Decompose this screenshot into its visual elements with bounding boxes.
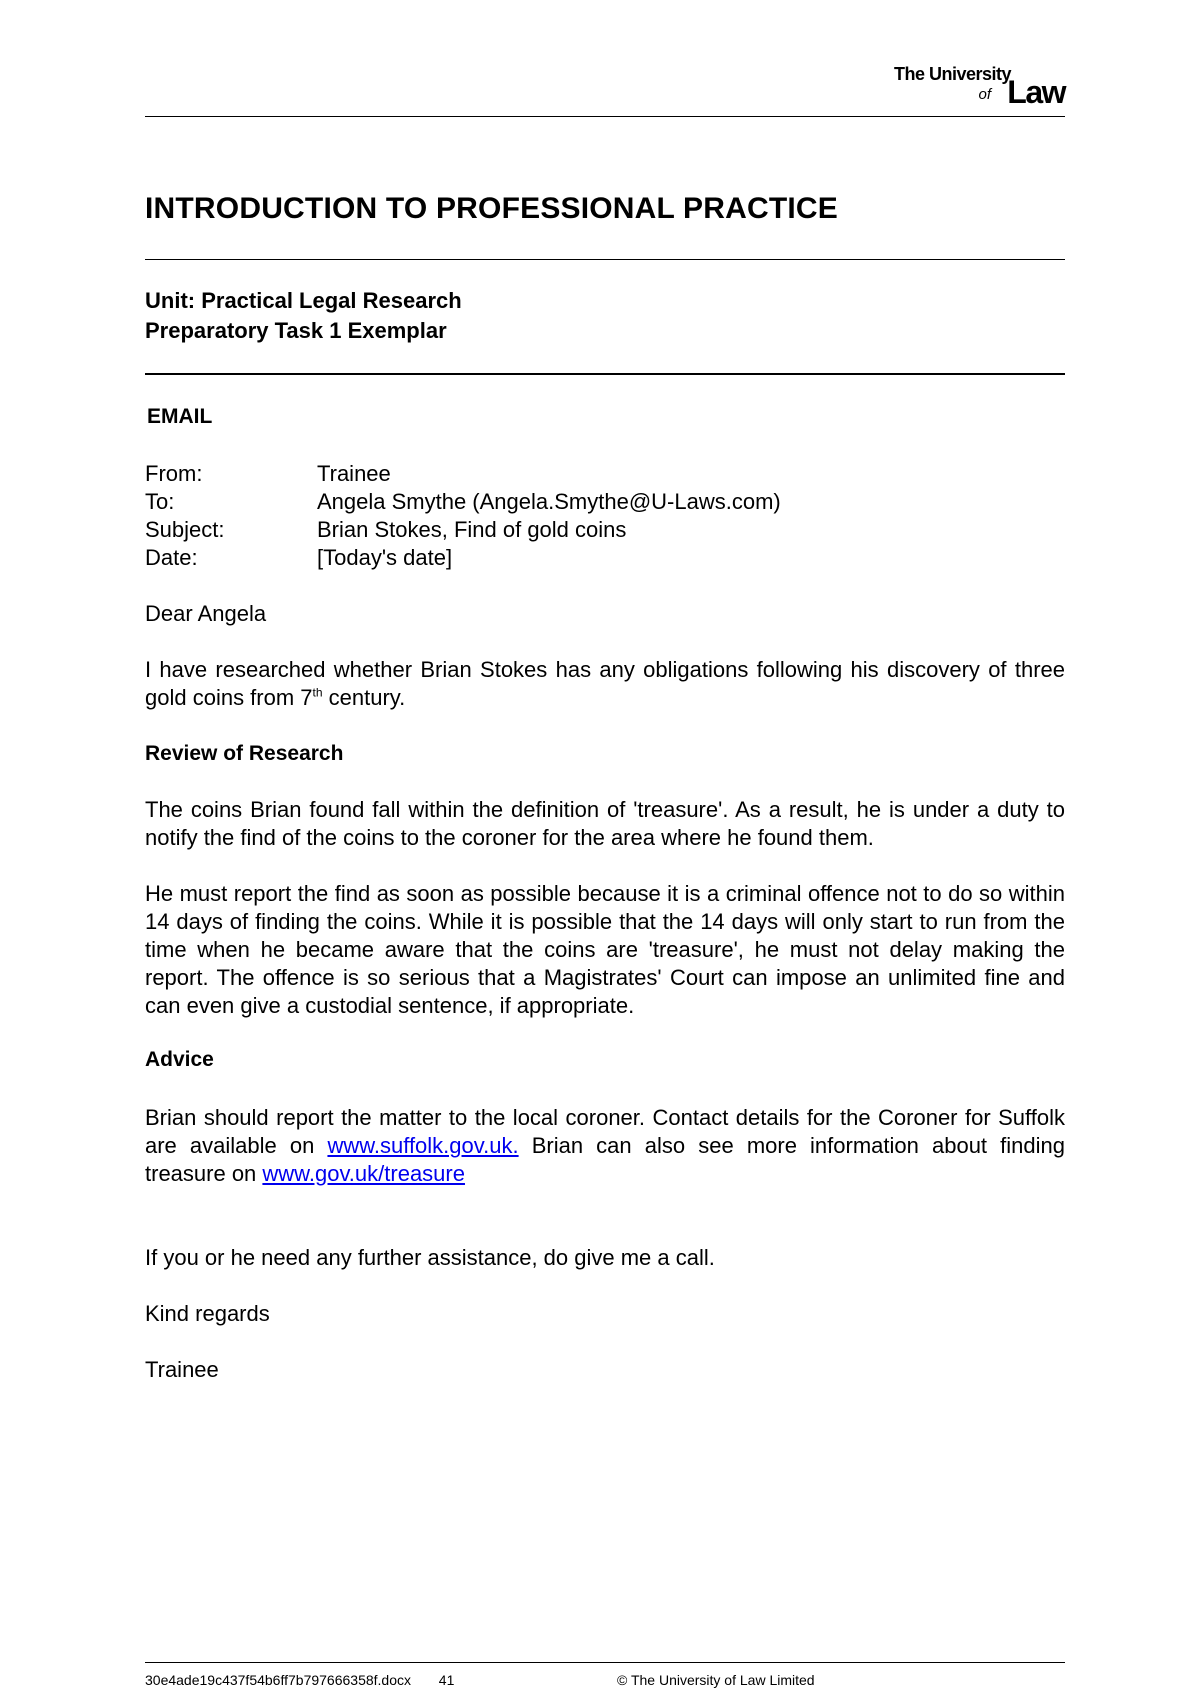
review-heading: Review of Research — [145, 742, 344, 765]
logo-text-law: Law — [1007, 74, 1065, 110]
review-paragraph-2: He must report the find as soon as possible because it is a criminal offence not to do so within 14 days of finding the coins. While it is possible that the 14 days will only start to run from the time when he became aware that the coins are 'treasure', he must not delay making the report. The offence is so serious that a Magistrates' Court can impose an unlimited fine and can even give a custodial sentence, if appropriate. — [145, 881, 1065, 1018]
from-label: From: — [145, 461, 203, 486]
document-title: INTRODUCTION TO PROFESSIONAL PRACTICE — [145, 192, 838, 225]
advice-heading: Advice — [145, 1048, 214, 1071]
salutation: Dear Angela — [145, 601, 267, 626]
to-value: Angela Smythe (Angela.Smythe@U-Laws.com) — [317, 489, 781, 514]
intro-superscript: th — [312, 685, 323, 700]
closing-line: If you or he need any further assistance, do give me a call. — [145, 1245, 715, 1270]
university-logo — [845, 64, 1065, 108]
intro-text: I have researched whether Brian Stokes has any obligations following his discovery of three gold coins from 7 — [145, 657, 1065, 710]
from-value: Trainee — [317, 461, 391, 486]
advice-paragraph — [145, 1104, 1065, 1188]
treasure-link[interactable]: www.gov.uk/treasure — [262, 1161, 465, 1186]
footer-filename: 30e4ade19c437f54b6ff7b797666358f.docx — [145, 1672, 411, 1688]
intro-paragraph — [145, 656, 1065, 712]
logo-text-top: The University — [893, 64, 1011, 84]
subject-label: Subject: — [145, 517, 225, 542]
subject-row — [145, 516, 781, 544]
date-value: [Today's date] — [317, 545, 453, 570]
date-row — [145, 544, 781, 572]
review-paragraph-1: The coins Brian found fall within the definition of 'treasure'. As a result, he is under a duty to notify the find of the coins to the coroner for the area where he found them. — [145, 797, 1065, 850]
logo-text-of: of — [978, 86, 991, 103]
signature: Trainee — [145, 1357, 219, 1382]
suffolk-link[interactable]: www.suffolk.gov.uk. — [327, 1133, 519, 1158]
intro-text-end: century. — [322, 685, 406, 710]
task-title: Preparatory Task 1 Exemplar — [145, 318, 447, 343]
unit-title: Unit: Practical Legal Research — [145, 288, 462, 313]
footer-left — [145, 1672, 454, 1688]
advice-text-2: Brian can also see more information about finding treasure on — [145, 1133, 1065, 1186]
from-row — [145, 460, 781, 488]
footer-rule — [145, 1662, 1065, 1663]
to-label: To: — [145, 489, 175, 514]
advice-text-1: Brian should report the matter to the local coroner. Contact details for the Coroner for Suffolk are available on — [145, 1105, 1065, 1158]
footer-copyright: © The University of Law Limited — [617, 1672, 815, 1688]
unit-rule — [145, 373, 1065, 375]
to-row — [145, 488, 781, 516]
title-rule — [145, 259, 1065, 260]
subject-value: Brian Stokes, Find of gold coins — [317, 517, 627, 542]
header-rule — [145, 116, 1065, 117]
email-heading: EMAIL — [147, 405, 213, 428]
signoff: Kind regards — [145, 1301, 270, 1326]
unit-block — [145, 286, 462, 346]
date-label: Date: — [145, 545, 198, 570]
email-header-fields — [145, 460, 781, 572]
footer-page-number: 41 — [438, 1672, 455, 1688]
